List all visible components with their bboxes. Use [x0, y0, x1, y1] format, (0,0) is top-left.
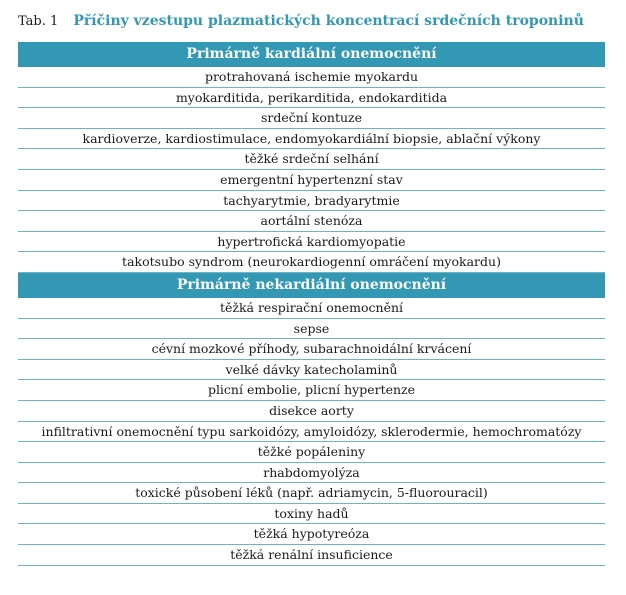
table-row: myokarditida, perikarditida, endokarditida [18, 88, 605, 109]
table-row: toxické působení léků (např. adriamycin, 5-fluorouracil) [18, 483, 605, 504]
table-row: těžká hypotyreóza [18, 524, 605, 545]
table-row: těžká respirační onemocnění [18, 298, 605, 319]
table-row: emergentní hypertenzní stav [18, 170, 605, 191]
table-row: tachyarytmie, bradyarytmie [18, 191, 605, 212]
section-heading: Primárně nekardiální onemocnění [18, 273, 605, 298]
table-row: těžké popáleniny [18, 442, 605, 463]
section-heading: Primárně kardiální onemocnění [18, 42, 605, 67]
section-rows [18, 67, 605, 273]
table-row: velké dávky katecholaminů [18, 360, 605, 381]
table-row: těžká renální insuficience [18, 545, 605, 566]
table-row: rhabdomyolýza [18, 463, 605, 484]
table-row: srdeční kontuze [18, 108, 605, 129]
section-noncardiac [18, 273, 605, 566]
table-number: Tab. 1 [18, 14, 59, 29]
table-row: kardioverze, kardiostimulace, endomyokardiální biopsie, ablační výkony [18, 129, 605, 150]
section-rows [18, 298, 605, 566]
table-row: protrahovaná ischemie myokardu [18, 67, 605, 88]
table-caption [18, 10, 584, 32]
table-row: aortální stenóza [18, 211, 605, 232]
table-title: Příčiny vzestupu plazmatických koncentrací srdečních troponinů [73, 13, 584, 29]
table-row: sepse [18, 319, 605, 340]
table-row: toxiny hadů [18, 504, 605, 525]
causes-table [18, 42, 605, 566]
section-cardiac [18, 42, 605, 273]
table-row: plicní embolie, plicní hypertenze [18, 380, 605, 401]
table-row: takotsubo syndrom (neurokardiogenní omráčení myokardu) [18, 252, 605, 273]
table-row: hypertrofická kardiomyopatie [18, 232, 605, 253]
table-row: infiltrativní onemocnění typu sarkoidózy, amyloidózy, sklerodermie, hemochromatózy [18, 422, 605, 443]
table-row: disekce aorty [18, 401, 605, 422]
table-row: cévní mozkové příhody, subarachnoidální krvácení [18, 339, 605, 360]
table-row: těžké srdeční selhání [18, 149, 605, 170]
